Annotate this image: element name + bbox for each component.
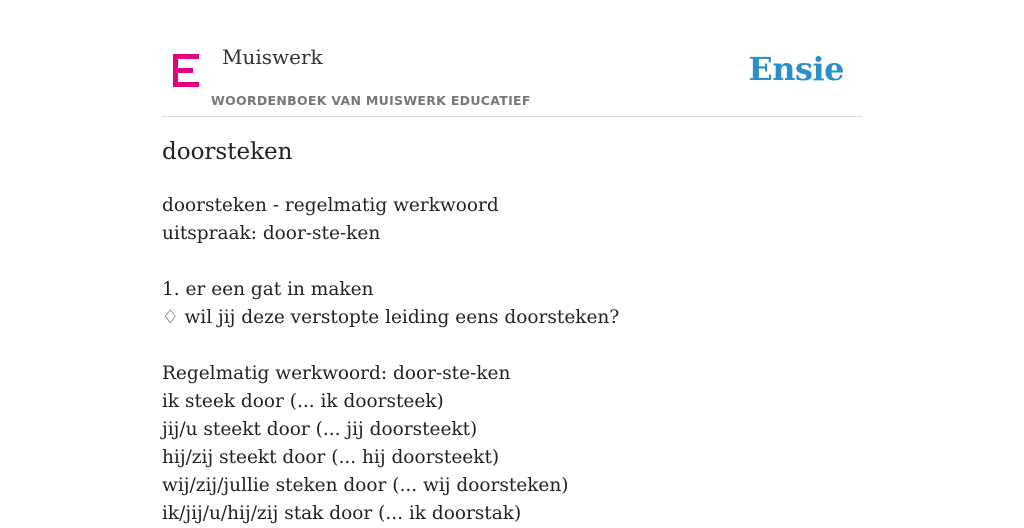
entry-line: ik/jij/u/hij/zij stak door (... ik doorstak) — [162, 503, 522, 524]
entry-line: Regelmatig werkwoord: door-ste-ken — [162, 363, 511, 384]
muiswerk-logo-icon[interactable] — [173, 54, 201, 88]
site-header — [162, 0, 862, 117]
entry-line: jij/u steekt door (... jij doorsteekt) — [162, 419, 478, 440]
entry-line — [162, 248, 619, 276]
entry-line: ♢ wil jij deze verstopte leiding eens doorsteken? — [162, 307, 620, 328]
brand-name[interactable]: Muiswerk — [222, 45, 323, 69]
entry-line: ik steek door (... ik doorsteek) — [162, 391, 444, 412]
ensie-logo[interactable]: Ensie — [748, 50, 844, 88]
brand-subtitle: WOORDENBOEK VAN MUISWERK EDUCATIEF — [211, 93, 531, 108]
entry-title: doorsteken — [162, 139, 293, 165]
entry-line: uitspraak: door-ste-ken — [162, 223, 381, 244]
page-container — [162, 0, 862, 524]
entry-line: 1. er een gat in maken — [162, 279, 374, 300]
entry-line — [162, 332, 619, 360]
entry-body — [162, 192, 619, 528]
entry-line: hij/zij steekt door (... hij doorsteekt) — [162, 447, 500, 468]
entry-line: doorsteken - regelmatig werkwoord — [162, 195, 499, 216]
entry-line: wij/zij/jullie steken door (... wij doorsteken) — [162, 475, 569, 496]
